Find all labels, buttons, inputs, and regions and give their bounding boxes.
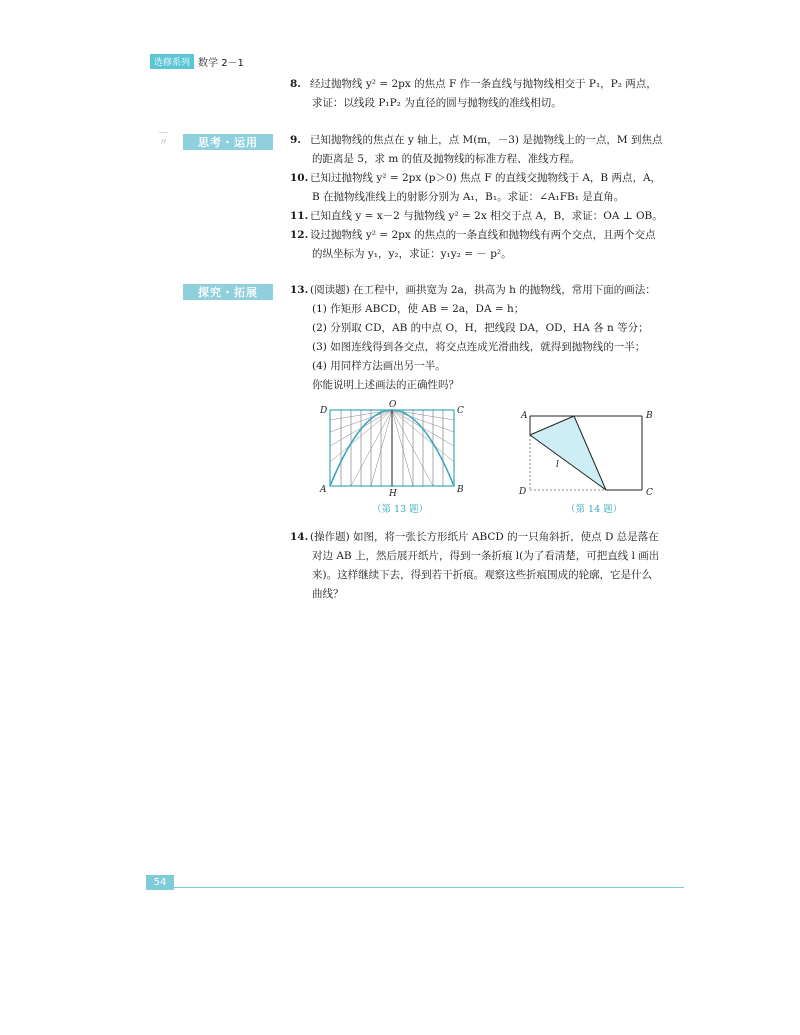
label-o: O bbox=[389, 400, 397, 410]
problem-text-line2: 对边 AB 上，然后展开纸片，得到一条折痕 l(为了看清楚，可把直线 l 画出 bbox=[312, 550, 660, 562]
label-l: l bbox=[556, 460, 559, 470]
page-number: 54 bbox=[146, 875, 174, 890]
problem-text-line1: (阅读题) 在工程中，画拱宽为 2a，拱高为 h 的抛物线，常用下面的画法： bbox=[310, 284, 656, 296]
section-explore-extend: 探究・拓展 bbox=[183, 284, 273, 300]
problem-text-line3: 来)。这样继续下去，得到若干折痕。观察这些折痕围成的轮廓，它是什么 bbox=[312, 569, 653, 581]
margin-mark: ｜〃 bbox=[157, 128, 167, 146]
label-c: C bbox=[646, 488, 653, 498]
label-h: H bbox=[389, 489, 397, 499]
problem-text-line1: 已知抛物线的焦点在 y 轴上，点 M(m，－3) 是抛物线上的一点，M 到焦点 bbox=[310, 134, 663, 146]
problem-step-3: (3) 如图连线得到各交点，将交点连成光滑曲线，就得到抛物线的一半； bbox=[312, 341, 646, 353]
problem-step-4: (4) 用同样方法画出另一半。 bbox=[312, 360, 446, 372]
series-tag: 选修系列 bbox=[150, 54, 194, 69]
figure-14-caption: （第 14 题） bbox=[566, 504, 623, 515]
label-c: C bbox=[457, 406, 464, 416]
problem-10 bbox=[290, 169, 700, 207]
figure-13-parabola-construction bbox=[318, 400, 468, 500]
problem-number: 14. bbox=[290, 531, 309, 543]
problem-text-line4: 曲线？ bbox=[312, 588, 344, 600]
label-a: A bbox=[320, 485, 327, 495]
figure-14-paper-fold bbox=[514, 405, 664, 500]
problem-text-line1: 设过抛物线 y² = 2px 的焦点的一条直线和抛物线有两个交点，且两个交点 bbox=[310, 229, 656, 241]
label-d: D bbox=[519, 487, 527, 497]
problem-number: 9. bbox=[290, 134, 301, 146]
problem-11 bbox=[290, 207, 700, 226]
problem-text-line1: 经过抛物线 y² = 2px 的焦点 F 作一条直线与抛物线相交于 P₁，P₂ 两点， bbox=[310, 78, 657, 90]
problem-number: 10. bbox=[290, 172, 309, 184]
problem-step-2: (2) 分别取 CD，AB 的中点 O，H，把线段 DA，OD，HA 各 n 等分； bbox=[312, 322, 649, 334]
problem-13 bbox=[290, 281, 700, 395]
problem-question: 你能说明上述画法的正确性吗？ bbox=[312, 379, 459, 391]
problem-text-line2: B 在抛物线准线上的射影分别为 A₁，B₁。求证：∠A₁FB₁ 是直角。 bbox=[312, 191, 625, 203]
problem-text-line1: 已知直线 y = x－2 与抛物线 y² = 2x 相交于点 A，B，求证：OA ⊥ OB。 bbox=[310, 210, 663, 222]
problem-9 bbox=[290, 131, 700, 169]
problem-step-1: (1) 作矩形 ABCD，使 AB = 2a，DA = h； bbox=[312, 303, 525, 315]
problem-number: 8. bbox=[290, 78, 301, 90]
problem-text-line1: 已知过抛物线 y² = 2px (p＞0) 焦点 F 的直线交抛物线于 A，B 两点，A， bbox=[310, 172, 662, 184]
problem-number: 13. bbox=[290, 284, 309, 296]
book-header bbox=[150, 54, 244, 68]
problem-text-line2: 的距离是 5，求 m 的值及抛物线的标准方程、准线方程。 bbox=[312, 153, 581, 165]
problem-14 bbox=[290, 528, 700, 604]
problem-8 bbox=[290, 75, 700, 113]
problem-text-line2: 的纵坐标为 y₁，y₂，求证：y₁y₂ = － p²。 bbox=[312, 248, 512, 260]
book-title: 数学 2－1 bbox=[198, 57, 244, 69]
label-b: B bbox=[646, 411, 653, 421]
label-a: A bbox=[521, 411, 528, 421]
label-b: B bbox=[457, 485, 464, 495]
problem-text-line2: 求证：以线段 P₁P₂ 为直径的圆与抛物线的准线相切。 bbox=[312, 97, 562, 109]
figure-13-caption: （第 13 题） bbox=[372, 504, 429, 515]
folded-region bbox=[530, 416, 606, 490]
footer-rule bbox=[174, 887, 684, 888]
label-d: D bbox=[320, 406, 328, 416]
problem-12 bbox=[290, 226, 700, 264]
problem-text-line1: (操作题) 如图，将一张长方形纸片 ABCD 的一只角斜折，使点 D 总是落在 bbox=[310, 531, 659, 543]
problem-number: 11. bbox=[290, 210, 309, 222]
problem-number: 12. bbox=[290, 229, 309, 241]
section-think-apply: 思考・运用 bbox=[183, 134, 273, 150]
